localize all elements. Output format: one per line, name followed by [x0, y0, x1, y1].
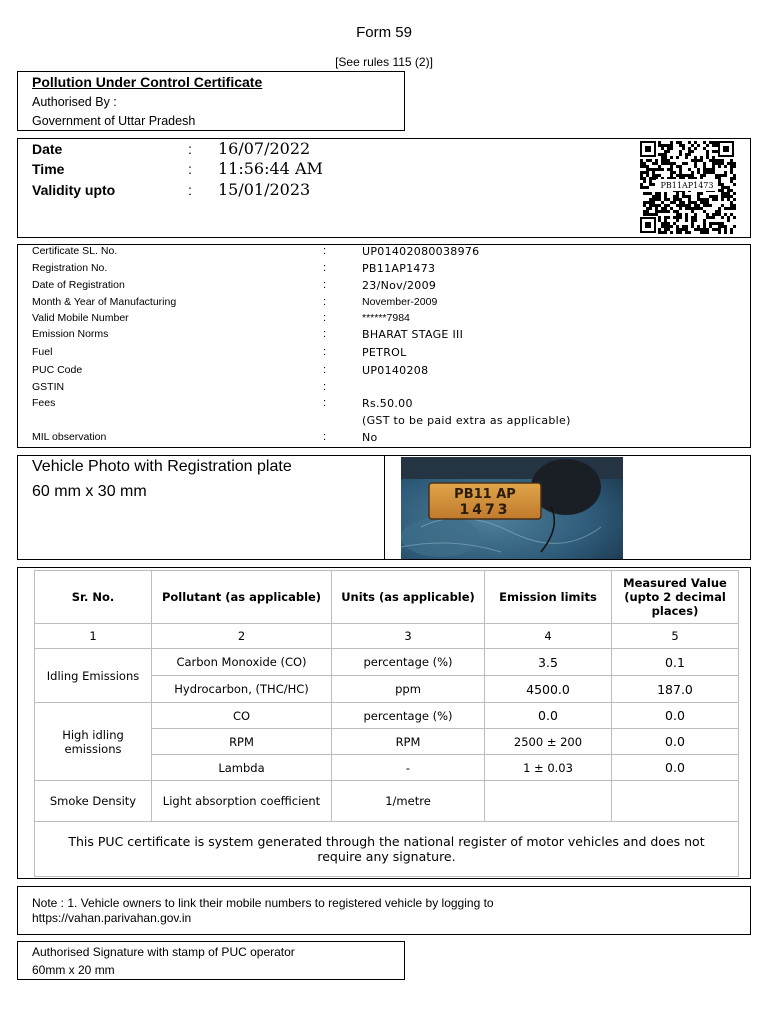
time-colon: :	[188, 161, 192, 177]
note-box	[17, 886, 751, 935]
detail-value: UP0140208	[362, 364, 429, 377]
vahan-link[interactable]: https://vahan.parivahan.gov.in	[32, 911, 192, 925]
table-row	[35, 649, 739, 676]
qr-caption: PB11AP1473	[660, 181, 714, 190]
col-number: 4	[485, 624, 612, 649]
plate-line-1: PB11 AP	[454, 487, 516, 502]
detail-label: Month & Year of Manufacturing	[32, 296, 177, 308]
note-text	[32, 896, 494, 926]
measured-cell: 0.1	[612, 649, 739, 676]
measured-cell: 0.0	[612, 729, 739, 755]
detail-value: PETROL	[362, 346, 407, 359]
qr-code-icon	[638, 139, 736, 235]
col-number: 3	[332, 624, 485, 649]
header-units: Units (as applicable)	[332, 571, 485, 624]
date-colon: :	[188, 141, 192, 157]
detail-colon: :	[323, 364, 327, 376]
measured-cell	[612, 781, 739, 822]
detail-label: Date of Registration	[32, 279, 125, 291]
detail-colon: :	[323, 346, 327, 358]
validity-label: Validity upto	[32, 182, 116, 198]
signature-box	[17, 941, 405, 980]
vehicle-details-box	[17, 244, 751, 448]
table-row	[35, 703, 739, 729]
form-title: Form 59	[356, 24, 412, 41]
government-name: Government of Uttar Pradesh	[32, 114, 196, 128]
limit-cell: 4500.0	[485, 676, 612, 703]
limit-cell: 1 ± 0.03	[485, 755, 612, 781]
detail-colon: :	[323, 296, 327, 308]
authorised-by-label: Authorised By :	[32, 95, 117, 109]
group-idling: Idling Emissions	[35, 649, 152, 703]
rules-reference: [See rules 115 (2)]	[335, 55, 433, 69]
photo-size: 60 mm x 30 mm	[32, 483, 147, 500]
table-row	[35, 624, 739, 649]
time-label: Time	[32, 161, 65, 177]
group-smoke: Smoke Density	[35, 781, 152, 822]
emission-table	[34, 570, 739, 877]
pollutant-cell: Hydrocarbon, (THC/HC)	[152, 676, 332, 703]
detail-label: Fuel	[32, 346, 53, 358]
detail-colon: :	[323, 245, 327, 257]
validity-colon: :	[188, 182, 192, 198]
validity-value: 15/01/2023	[218, 180, 311, 199]
measured-cell: 0.0	[612, 703, 739, 729]
pollutant-cell: RPM	[152, 729, 332, 755]
photo-divider	[384, 455, 385, 560]
group-high-idling: High idling emissions	[35, 703, 152, 781]
header-pollutant: Pollutant (as applicable)	[152, 571, 332, 624]
detail-value: ******7984	[362, 312, 410, 324]
header-limits: Emission limits	[485, 571, 612, 624]
unit-cell: RPM	[332, 729, 485, 755]
detail-value: UP01402080038976	[362, 245, 480, 258]
detail-value: 23/Nov/2009	[362, 279, 437, 292]
note-line-1: Note : 1. Vehicle owners to link their mobile numbers to registered vehicle by logging to	[32, 896, 494, 910]
unit-cell: percentage (%)	[332, 703, 485, 729]
detail-label: Fees	[32, 397, 56, 409]
detail-value: PB11AP1473	[362, 262, 436, 275]
detail-label: GSTIN	[32, 381, 65, 393]
system-generated-note: This PUC certificate is system generated through the national register of motor vehicles and does not require any signature.	[35, 822, 739, 877]
detail-colon: :	[323, 262, 327, 274]
unit-cell: -	[332, 755, 485, 781]
header-measured: Measured Value (upto 2 decimal places)	[612, 571, 739, 624]
detail-colon: :	[323, 328, 327, 340]
pollutant-cell: Carbon Monoxide (CO)	[152, 649, 332, 676]
col-number: 2	[152, 624, 332, 649]
certificate-title: Pollution Under Control Certificate	[32, 74, 263, 90]
limit-cell: 2500 ± 200	[485, 729, 612, 755]
pollutant-cell: CO	[152, 703, 332, 729]
vehicle-photo	[401, 457, 623, 559]
detail-colon: :	[323, 397, 327, 409]
unit-cell: ppm	[332, 676, 485, 703]
detail-label: Registration No.	[32, 262, 108, 274]
measured-cell: 187.0	[612, 676, 739, 703]
authority-box	[17, 71, 405, 131]
date-label: Date	[32, 141, 63, 157]
table-row	[35, 781, 739, 822]
detail-value: Rs.50.00	[362, 397, 413, 410]
signature-size: 60mm x 20 mm	[32, 963, 115, 977]
unit-cell: percentage (%)	[332, 649, 485, 676]
detail-label: Emission Norms	[32, 328, 109, 340]
measured-cell: 0.0	[612, 755, 739, 781]
detail-value: BHARAT STAGE III	[362, 328, 464, 341]
detail-value: (GST to be paid extra as applicable)	[362, 414, 571, 427]
emission-table-box	[17, 567, 751, 879]
signature-label: Authorised Signature with stamp of PUC operator	[32, 945, 295, 959]
detail-colon: :	[323, 312, 327, 324]
date-value: 16/07/2022	[218, 139, 311, 158]
table-footer-row	[35, 822, 739, 877]
detail-label: MIL observation	[32, 431, 107, 443]
limit-cell	[485, 781, 612, 822]
plate-line-2: 1473	[459, 502, 511, 518]
detail-label: PUC Code	[32, 364, 83, 376]
detail-label: Valid Mobile Number	[32, 312, 129, 324]
limit-cell: 0.0	[485, 703, 612, 729]
unit-cell: 1/metre	[332, 781, 485, 822]
table-header-row	[35, 571, 739, 624]
datetime-box	[17, 138, 751, 238]
detail-colon: :	[323, 381, 327, 393]
detail-label: Certificate SL. No.	[32, 245, 118, 257]
detail-value: November-2009	[362, 296, 438, 308]
detail-colon: :	[323, 431, 327, 443]
time-value: 11:56:44 AM	[218, 159, 323, 178]
photo-title: Vehicle Photo with Registration plate	[32, 458, 292, 475]
detail-colon: :	[323, 279, 327, 291]
pollutant-cell: Light absorption coefficient	[152, 781, 332, 822]
col-number: 5	[612, 624, 739, 649]
vehicle-photo-box	[17, 455, 751, 560]
header-sr-no: Sr. No.	[35, 571, 152, 624]
col-number: 1	[35, 624, 152, 649]
limit-cell: 3.5	[485, 649, 612, 676]
pollutant-cell: Lambda	[152, 755, 332, 781]
detail-value: No	[362, 431, 378, 444]
